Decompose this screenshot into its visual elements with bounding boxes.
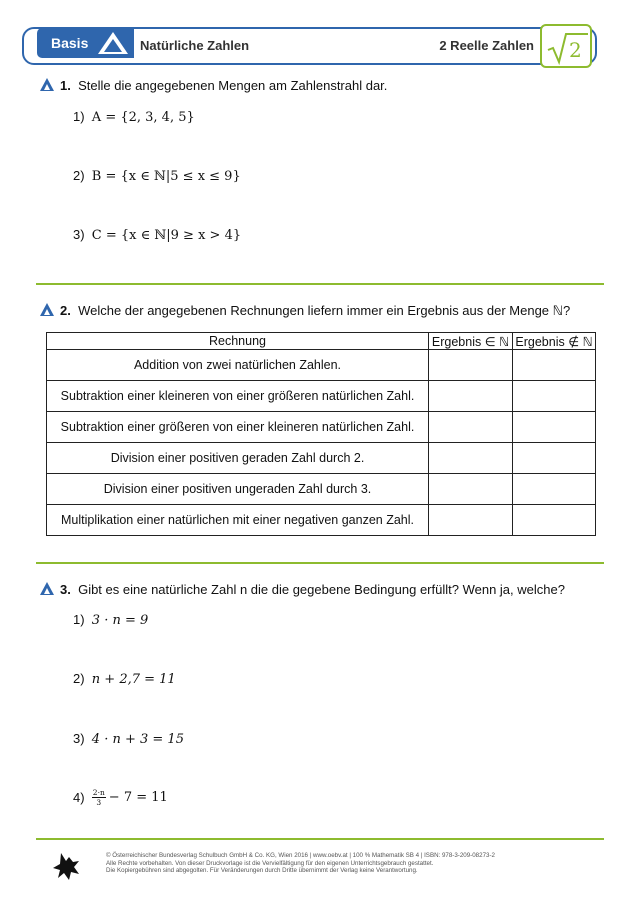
item-math: − 7 = 11 [108, 790, 168, 805]
fraction [92, 788, 106, 807]
item-math: A = {2, 3, 4, 5} [91, 110, 195, 125]
column-header: Ergebnis ∈ ℕ [429, 333, 513, 350]
answer-cell-in-n[interactable] [429, 350, 513, 381]
answer-cell-in-n[interactable] [429, 443, 513, 474]
badge-label: Basis [51, 35, 89, 51]
basis-badge [37, 28, 134, 58]
item-math: B = {x ∈ ℕ|5 ≤ x ≤ 9} [91, 169, 241, 184]
difficulty-triangle-icon [40, 78, 54, 91]
task-1-item-1 [73, 109, 195, 125]
item-label: 1) [73, 612, 85, 627]
item-label: 1) [73, 109, 85, 124]
table-cell-rechnung: Multiplikation einer natürlichen mit einer negativen ganzen Zahl. [47, 505, 429, 536]
item-math: n + 2,7 = 11 [91, 672, 176, 687]
calculation-table [46, 332, 596, 536]
fraction-numerator: 2·n [92, 788, 105, 797]
item-label: 3) [73, 227, 85, 242]
footer-line: © Österreichischer Bundesverlag Schulbuch GmbH & Co. KG, Wien 2016 | www.oebv.at | 100 % Mathematik SB 4 | ISBN: 978-3-209-08273-2 [106, 852, 495, 859]
task-3-title [60, 582, 565, 597]
task-prompt: Welche der angegebenen Rechnungen liefern immer ein Ergebnis aus der Menge ℕ? [78, 303, 571, 318]
task-number: 3. [60, 582, 71, 597]
table-row [47, 505, 596, 536]
answer-cell-not-in-n[interactable] [513, 443, 596, 474]
answer-cell-in-n[interactable] [429, 505, 513, 536]
table-row [47, 350, 596, 381]
sqrt-icon [544, 28, 590, 66]
answer-cell-not-in-n[interactable] [513, 474, 596, 505]
item-math: 3 · n = 9 [91, 613, 149, 628]
difficulty-triangle-icon [40, 303, 54, 316]
table-row [47, 474, 596, 505]
answer-cell-not-in-n[interactable] [513, 412, 596, 443]
difficulty-triangle-icon [40, 582, 54, 595]
item-label: 2) [73, 671, 85, 686]
triangle-logo-icon [95, 29, 131, 57]
answer-cell-in-n[interactable] [429, 474, 513, 505]
table-header-row [47, 333, 596, 350]
footer-line: Die Kopiergebühren sind abgegolten. Für Veränderungen durch Dritte übernimmt der Verlag keine Verantwortung. [106, 867, 418, 874]
task-1-item-3 [73, 227, 241, 243]
table-row [47, 412, 596, 443]
item-label: 3) [73, 731, 85, 746]
answer-cell-in-n[interactable] [429, 381, 513, 412]
task-2-title [60, 303, 570, 319]
publisher-logo-icon [52, 852, 80, 882]
svg-text:2: 2 [569, 38, 582, 62]
task-3-item-4 [73, 788, 168, 807]
table-cell-rechnung: Subtraktion einer kleineren von einer größeren natürlichen Zahl. [47, 381, 429, 412]
answer-cell-not-in-n[interactable] [513, 505, 596, 536]
fraction-denominator: 3 [96, 798, 102, 807]
item-math: C = {x ∈ ℕ|9 ≥ x > 4} [91, 228, 242, 243]
task-1-item-2 [73, 168, 241, 184]
task-3-item-1 [73, 612, 148, 628]
task-3-item-3 [73, 731, 184, 747]
task-3-item-2 [73, 671, 176, 687]
task-number: 1. [60, 78, 71, 93]
item-math: 4 · n + 3 = 15 [91, 732, 184, 747]
section-divider [36, 562, 604, 564]
task-prompt: Stelle die angegebenen Mengen am Zahlenstrahl dar. [78, 78, 388, 93]
section-divider [36, 838, 604, 840]
table-cell-rechnung: Subtraktion einer größeren von einer kleineren natürlichen Zahl. [47, 412, 429, 443]
column-header: Ergebnis ∉ ℕ [513, 333, 596, 350]
sqrt-logo [540, 24, 592, 68]
chapter-title: 2 Reelle Zahlen [439, 38, 534, 53]
table-cell-rechnung: Division einer positiven geraden Zahl durch 2. [47, 443, 429, 474]
task-prompt: Gibt es eine natürliche Zahl n die die gegebene Bedingung erfüllt? Wenn ja, welche? [78, 582, 565, 597]
table-cell-rechnung: Addition von zwei natürlichen Zahlen. [47, 350, 429, 381]
answer-cell-not-in-n[interactable] [513, 381, 596, 412]
item-label: 2) [73, 168, 85, 183]
section-divider [36, 283, 604, 285]
answer-cell-in-n[interactable] [429, 412, 513, 443]
answer-cell-not-in-n[interactable] [513, 350, 596, 381]
column-header: Rechnung [47, 333, 429, 350]
footer-line: Alle Rechte vorbehalten. Von dieser Druckvorlage ist die Vervielfältigung für den eigenen Unterrichtsgebrauch gestattet. [106, 859, 434, 867]
table-row [47, 381, 596, 412]
task-1-title [60, 78, 387, 93]
item-label: 4) [73, 790, 85, 805]
table-row [47, 443, 596, 474]
task-number: 2. [60, 303, 71, 318]
table-cell-rechnung: Division einer positiven ungeraden Zahl durch 3. [47, 474, 429, 505]
footer-copyright [106, 852, 495, 875]
page-title: Natürliche Zahlen [140, 38, 250, 53]
